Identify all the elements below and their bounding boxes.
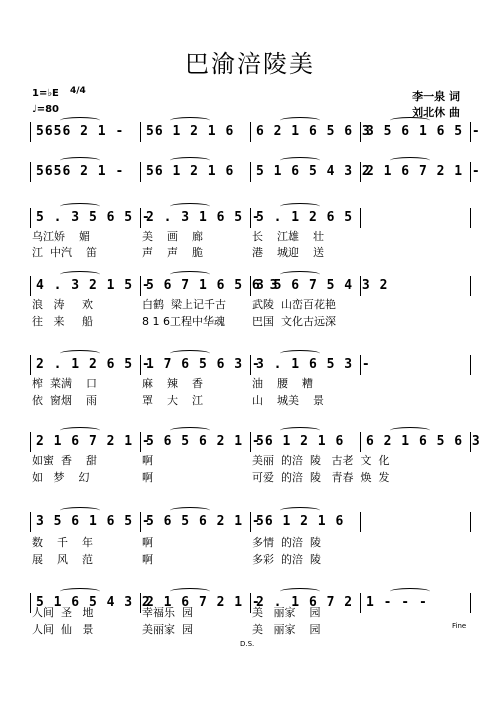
barline bbox=[360, 208, 361, 228]
score-row bbox=[30, 512, 470, 532]
barline bbox=[30, 208, 31, 228]
lyric-line: 人间 圣 地 bbox=[32, 606, 94, 619]
measure: 5 6 5 6 2 1 - bbox=[146, 434, 261, 449]
lyric-line: 往 来 船 bbox=[32, 315, 93, 328]
slur bbox=[170, 427, 210, 434]
barline bbox=[30, 122, 31, 142]
barline bbox=[30, 355, 31, 375]
score-row bbox=[30, 355, 470, 375]
score-row bbox=[30, 162, 481, 182]
measure: 3 5 6 7 5 4 3 2 bbox=[256, 278, 389, 293]
lyric-line: 巴国 文化古远深 bbox=[252, 315, 336, 328]
slur bbox=[170, 350, 210, 357]
lyric-line: 白鹤 梁上记千古 bbox=[142, 298, 226, 311]
lyric-line: 展 风 范 bbox=[32, 553, 93, 566]
lyric-line: 江 中汽 笛 bbox=[32, 246, 97, 259]
lyric-line: 如 梦 幻 bbox=[32, 471, 90, 484]
measure: 2 1 6 7 2 1 - bbox=[146, 595, 261, 610]
lyric-line: 港 城迎 送 bbox=[252, 246, 324, 259]
measure: 5656 2 1 - bbox=[36, 124, 125, 139]
measure: 56 1 2 1 6 bbox=[146, 124, 235, 139]
slur bbox=[60, 350, 100, 357]
slur bbox=[390, 588, 430, 595]
lyric-line: 幸福乐 园 bbox=[142, 606, 193, 619]
lyric-line: 啊 bbox=[142, 553, 153, 566]
lyric-line: 啊 bbox=[142, 536, 153, 549]
slur bbox=[280, 507, 320, 514]
slur bbox=[280, 588, 320, 595]
tempo-marking: ♩=80 bbox=[32, 104, 60, 115]
lyric-line: 长 江雄 壮 bbox=[252, 230, 324, 243]
lyric-line: 山 城美 景 bbox=[252, 394, 324, 407]
measure: 1 7 6 5 6 3 - bbox=[146, 357, 261, 372]
slur bbox=[390, 117, 430, 124]
measure: 56 1 2 1 6 bbox=[256, 434, 345, 449]
ds-mark: D.S. bbox=[240, 640, 255, 648]
barline bbox=[140, 162, 141, 182]
score-row bbox=[30, 122, 481, 142]
slur bbox=[280, 350, 320, 357]
barline bbox=[470, 593, 471, 613]
barline bbox=[470, 208, 471, 228]
measure: 5 1 6 5 4 3 2 bbox=[256, 164, 371, 179]
score-row bbox=[30, 208, 470, 228]
lyric-line: 美 丽家 园 bbox=[252, 623, 321, 636]
slur bbox=[60, 271, 100, 278]
slur bbox=[280, 203, 320, 210]
barline bbox=[250, 122, 251, 142]
lyric-line: 美丽 的涪 陵 古老 文 化 bbox=[252, 454, 390, 467]
page-title: 巴渝涪陵美 bbox=[185, 50, 315, 78]
lyric-line: 可爱 的涪 陵 青春 焕 发 bbox=[252, 471, 390, 484]
barline bbox=[30, 276, 31, 296]
measure: 5 1 6 5 4 3 2 bbox=[36, 595, 151, 610]
measure: 3 . 1 6 5 3 - bbox=[256, 357, 371, 372]
barline bbox=[30, 432, 31, 452]
lyric-line: 罩 大 江 bbox=[142, 394, 203, 407]
lyric-line: 数 千 年 bbox=[32, 536, 93, 549]
lyric-line: 乌江娇 媚 bbox=[32, 230, 90, 243]
lyric-line: 美丽家 园 bbox=[142, 623, 193, 636]
lyricist-credit: 李一泉 词 bbox=[412, 90, 460, 103]
barline bbox=[470, 512, 471, 532]
measure: 56 1 2 1 6 bbox=[146, 164, 235, 179]
barline bbox=[470, 276, 471, 296]
lyric-line: 8 1 6工程中华魂 bbox=[142, 315, 225, 328]
lyric-line: 浪 涛 欢 bbox=[32, 298, 93, 311]
slur bbox=[170, 117, 210, 124]
measure: 5656 2 1 - bbox=[36, 164, 125, 179]
slur bbox=[60, 203, 100, 210]
slur bbox=[280, 117, 320, 124]
measure: 1 - - - bbox=[366, 595, 428, 610]
lyric-line: 啊 bbox=[142, 454, 153, 467]
barline bbox=[360, 432, 361, 452]
fine-mark: Fine bbox=[452, 622, 467, 630]
composer-credit: 刘北休 曲 bbox=[412, 106, 460, 119]
lyric-line: 榨 菜满 口 bbox=[32, 377, 97, 390]
measure: 3 5 6 1 6 5 - bbox=[366, 124, 481, 139]
barline bbox=[470, 355, 471, 375]
measure: 2 . 1 6 7 2 bbox=[256, 595, 354, 610]
lyric-line: 如蜜 香 甜 bbox=[32, 454, 97, 467]
slur bbox=[390, 157, 430, 164]
lyric-line: 美 丽家 园 bbox=[252, 606, 321, 619]
lyric-line: 人间 仙 景 bbox=[32, 623, 94, 636]
score-row bbox=[30, 276, 470, 296]
score-row bbox=[30, 432, 481, 452]
slur bbox=[280, 271, 320, 278]
slur bbox=[280, 157, 320, 164]
barline bbox=[250, 162, 251, 182]
slur bbox=[60, 117, 100, 124]
barline bbox=[30, 512, 31, 532]
lyric-line: 啊 bbox=[142, 471, 153, 484]
measure: 5 6 5 6 2 1 - bbox=[146, 514, 261, 529]
lyric-line: 多彩 的涪 陵 bbox=[252, 553, 321, 566]
slur bbox=[60, 427, 100, 434]
slur bbox=[170, 203, 210, 210]
measure: 5 . 3 5 6 5 - bbox=[36, 210, 151, 225]
measure: 2 1 6 7 2 1 - bbox=[366, 164, 481, 179]
measure: 4 . 3 2 1 5 - bbox=[36, 278, 151, 293]
lyric-line: 麻 辣 香 bbox=[142, 377, 203, 390]
slur bbox=[390, 427, 430, 434]
measure: 3 5 6 1 6 5 - bbox=[36, 514, 151, 529]
slur bbox=[170, 507, 210, 514]
measure: 5 . 1 2 6 5 bbox=[256, 210, 354, 225]
key-signature: 1=♭E bbox=[32, 88, 59, 99]
slur bbox=[170, 271, 210, 278]
slur bbox=[280, 427, 320, 434]
measure: 2 1 6 7 2 1 - bbox=[36, 434, 151, 449]
lyric-line: 美 画 廊 bbox=[142, 230, 203, 243]
barline bbox=[140, 122, 141, 142]
barline bbox=[360, 512, 361, 532]
barline bbox=[30, 162, 31, 182]
lyric-line: 武陵 山峦百花艳 bbox=[252, 298, 336, 311]
slur bbox=[170, 157, 210, 164]
measure: 2 . 3 1 6 5 - bbox=[146, 210, 261, 225]
slur bbox=[60, 588, 100, 595]
lyric-line: 声 声 脆 bbox=[142, 246, 203, 259]
slur bbox=[60, 507, 100, 514]
measure: 2 . 1 2 6 5 - bbox=[36, 357, 151, 372]
measure: 6 2 1 6 5 6 3 bbox=[256, 124, 371, 139]
slur bbox=[170, 588, 210, 595]
measure: 56 1 2 1 6 bbox=[256, 514, 345, 529]
lyric-line: 油 腰 糟 bbox=[252, 377, 313, 390]
lyric-line: 多情 的涪 陵 bbox=[252, 536, 321, 549]
measure: 6 2 1 6 5 6 3 bbox=[366, 434, 481, 449]
measure: 5 6 7 1 6 5 6 3 bbox=[146, 278, 279, 293]
slur bbox=[60, 157, 100, 164]
time-signature: 4/4 bbox=[70, 86, 86, 96]
barline bbox=[30, 593, 31, 613]
lyric-line: 依 窗烟 雨 bbox=[32, 394, 97, 407]
